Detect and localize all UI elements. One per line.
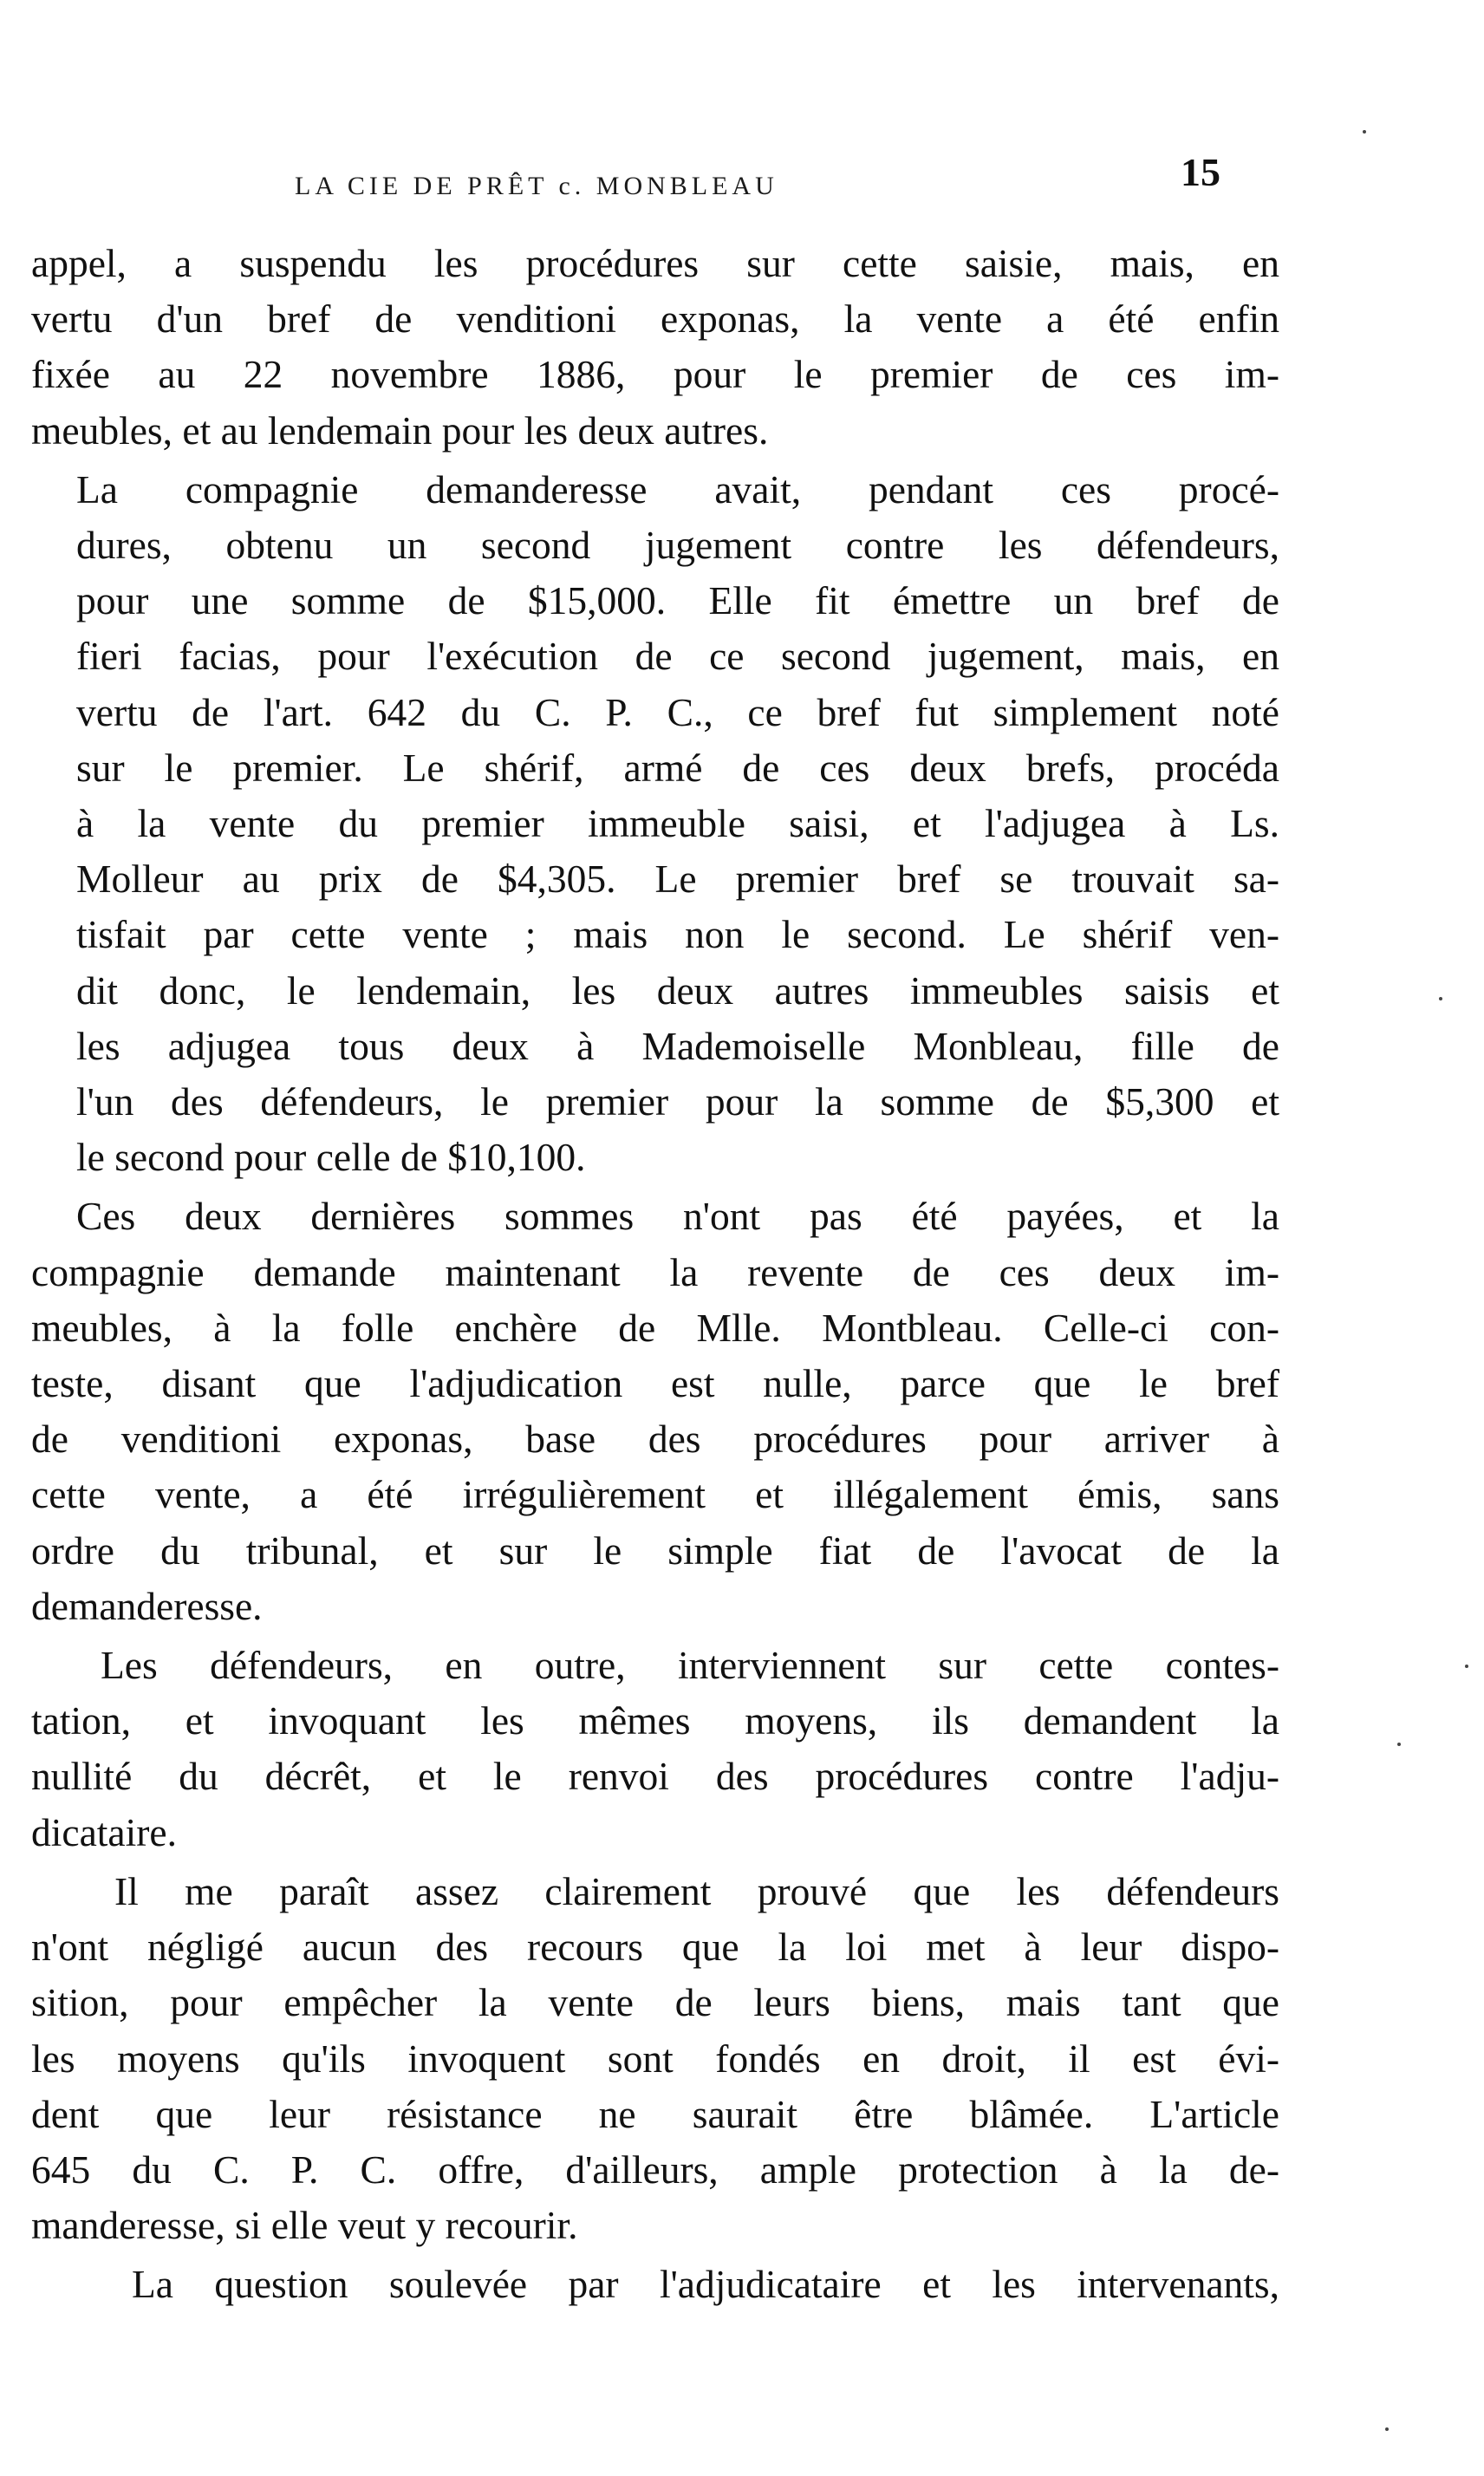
text-line: compagnie demande maintenant la revente de ces deux im-: [31, 1249, 1279, 1294]
text-line: appel, a suspendu les procédures sur cette saisie, mais, en: [31, 241, 1279, 285]
running-head: LA CIE DE PRÊT c. MONBLEAU: [295, 172, 778, 200]
paragraph-3: [31, 1189, 1279, 1634]
text-line: Il me paraît assez clairement prouvé que les défendeurs: [114, 1868, 1279, 1913]
paragraph-6: [31, 2257, 1279, 2312]
text-line: l'un des défendeurs, le premier pour la somme de $5,300 et: [76, 1079, 1279, 1124]
text-line: à la vente du premier immeuble saisi, et l'adjugea à Ls.: [76, 801, 1279, 846]
paragraph-2: [31, 462, 1279, 1186]
text-line: Les défendeurs, en outre, interviennent sur cette contes-: [101, 1643, 1279, 1688]
text-line: dent que leur résistance ne saurait être blâmée. L'article: [31, 2091, 1279, 2136]
text-line: n'ont négligé aucun des recours que la loi met à leur dispo-: [31, 1925, 1279, 1970]
text-line: La question soulevée par l'adjudicataire et les intervenants,: [132, 2262, 1279, 2307]
page-number: 15: [1181, 150, 1220, 194]
text-line: tisfait par cette vente ; mais non le second. Le shérif ven-: [76, 912, 1279, 957]
text-line: tation, et invoquant les mêmes moyens, ils demandent la: [31, 1698, 1279, 1743]
body-text: [31, 236, 1279, 2313]
text-line: teste, disant que l'adjudication est nulle, parce que le bref: [31, 1361, 1279, 1406]
text-line: nullité du décrêt, et le renvoi des procédures contre l'adju-: [31, 1754, 1279, 1799]
paragraph-5: [31, 1864, 1279, 2253]
text-line: La compagnie demanderesse avait, pendant ces procé-: [76, 466, 1279, 511]
text-line: dures, obtenu un second jugement contre les défendeurs,: [76, 523, 1279, 568]
scan-speck: [1397, 1743, 1401, 1746]
text-line: vertu de l'art. 642 du C. P. C., ce bref fut simplement noté: [76, 689, 1279, 734]
text-line: fixée au 22 novembre 1886, pour le premier de ces im-: [31, 352, 1279, 397]
text-line: meubles, à la folle enchère de Mlle. Montbleau. Celle-ci con-: [31, 1305, 1279, 1350]
text-line: fieri facias, pour l'exécution de ce second jugement, mais, en: [76, 634, 1279, 679]
paragraph-4: [31, 1638, 1279, 1860]
text-line: dit donc, le lendemain, les deux autres immeubles saisis et: [76, 968, 1279, 1013]
text-line: ordre du tribunal, et sur le simple fiat de l'avocat de la: [31, 1528, 1279, 1573]
scan-speck: [1465, 1665, 1468, 1668]
text-line: manderesse, si elle veut y recourir.: [31, 2203, 578, 2248]
paragraph-1: [31, 236, 1279, 459]
text-line: pour une somme de $15,000. Elle fit émettre un bref de: [76, 578, 1279, 623]
scan-speck: [1385, 2427, 1389, 2431]
text-line: vertu d'un bref de venditioni exponas, la vente a été enfin: [31, 296, 1279, 342]
text-line: 645 du C. P. C. offre, d'ailleurs, ample protection à la de-: [31, 2147, 1279, 2192]
text-line: Ces deux dernières sommes n'ont pas été payées, et la: [76, 1194, 1279, 1239]
text-line: cette vente, a été irrégulièrement et illégalement émis, sans: [31, 1472, 1279, 1517]
text-line: les adjugea tous deux à Mademoiselle Monbleau, fille de: [76, 1023, 1279, 1068]
text-line: sur le premier. Le shérif, armé de ces deux brefs, procéda: [76, 745, 1279, 790]
scan-speck: [1439, 997, 1442, 1000]
text-line: le second pour celle de $10,100.: [76, 1135, 586, 1180]
text-line: Molleur au prix de $4,305. Le premier bref se trouvait sa-: [76, 857, 1279, 902]
text-line: les moyens qu'ils invoquent sont fondés en droit, il est évi-: [31, 2036, 1279, 2081]
text-line: sition, pour empêcher la vente de leurs biens, mais tant que: [31, 1980, 1279, 2025]
text-line: de venditioni exponas, base des procédures pour arriver à: [31, 1417, 1279, 1462]
scan-speck: [1363, 130, 1366, 134]
text-line: dicataire.: [31, 1809, 177, 1854]
text-line: meubles, et au lendemain pour les deux autres.: [31, 407, 769, 453]
text-line: demanderesse.: [31, 1583, 263, 1628]
